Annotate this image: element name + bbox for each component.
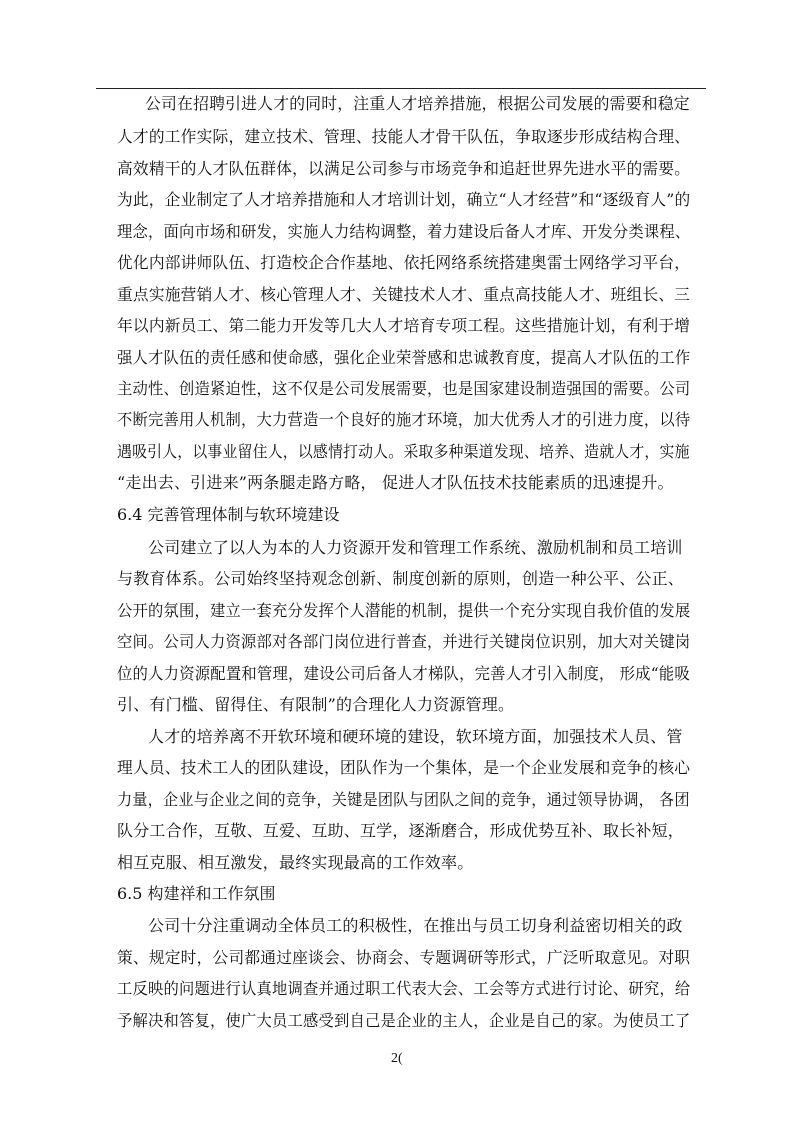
header-rule: [96, 88, 706, 89]
text-line: 相互克服、相互激发，最终实现最高的工作效率。: [117, 853, 474, 872]
text-line: 人才的工作实际，建立技术、管理、技能人才骨干队伍，争取逐步形成结构合理、: [117, 127, 691, 146]
text-line: 公司建立了以人为本的人力资源开发和管理工作系统、激励机制和员工培训: [148, 538, 683, 557]
text-line: 策、规定时，公司都通过座谈会、协商会、专题调研等形式，广泛听取意见。对职: [117, 948, 691, 967]
text-line: 理念，面向市场和研发，实施人力结构调整，着力建设后备人才库、开发分类课程、: [117, 222, 691, 241]
text-line: “走出去、引进来”两条腿走路方略， 促进人才队伍技术技能素质的迅速提升。: [117, 473, 674, 492]
text-line: 强人才队伍的责任感和使命感，强化企业荣誉感和忠诚教育度，提高人才队伍的工作: [117, 348, 691, 367]
text-line: 公开的氛围，建立一套充分发挥个人潜能的机制，提供一个充分实现自我价值的发展: [117, 601, 691, 620]
text-line: 理人员、技术工人的团队建设，团队作为一个集体，是一个企业发展和竞争的核心: [117, 758, 691, 777]
text-line: 空间。公司人力资源部对各部门岗位进行普查，并进行关键岗位识别，加大对关键岗: [117, 632, 691, 651]
text-line: 不断完善用人机制，大力营造一个良好的施才环境，加大优秀人才的引进力度，以待: [117, 410, 691, 429]
text-line: 队分工合作，互敬、互爱、互助、互学，逐渐磨合，形成优势互补、取长补短，: [117, 821, 685, 840]
text-line: 人才的培养离不开软环境和硬环境的建设，软环境方面，加强技术人员、管: [148, 727, 683, 746]
text-line: 优化内部讲师队伍、打造校企合作基地、依托网络系统搭建奥雷士网络学习平台，: [117, 253, 691, 272]
text-line: 遇吸引人，以事业留住人，以感情打动人。采取多种渠道发现、培养、造就人才，实施: [117, 442, 690, 461]
text-line: 工反映的问题进行认真地调查并通过职工代表大会、工会等方式进行讨论、研究，给: [117, 979, 691, 998]
text-line: 与教育体系。公司始终坚持观念创新、制度创新的原则，创造一种公平、公正、: [117, 569, 685, 588]
text-line: 予解决和答复，使广大员工感受到自己是企业的主人，企业是自己的家。为使员工了: [117, 1011, 691, 1030]
text-line: 年以内新员工、第二能力开发等几大人才培育专项工程。这些措施计划，有利于增: [117, 316, 691, 335]
text-line: 重点实施营销人才、核心管理人才、关键技术人才、重点高技能人才、班组长、三: [117, 285, 691, 304]
section-heading: 6.4 完善管理体制与软环境建设: [117, 505, 340, 524]
text-line: 公司在招聘引进人才的同时，注重人才培养措施，根据公司发展的需要和稳定: [145, 94, 690, 113]
text-line: 高效精干的人才队伍群体，以满足公司参与市场竞争和追赶世界先进水平的需要。: [117, 159, 691, 178]
text-line: 引、有门槛、留得住、有限制”的合理化人力资源管理。: [117, 695, 515, 714]
text-line: 位的人力资源配置和管理，建设公司后备人才梯队，完善人才引入制度， 形成“能吸: [117, 664, 690, 683]
section-heading: 6.5 构建祥和工作氛围: [117, 884, 276, 903]
text-line: 为此，企业制定了人才培养措施和人才培训计划，确立“人才经营”和“逐级育人”的: [117, 190, 691, 209]
text-line: 主动性、创造紧迫性，这不仅是公司发展需要，也是国家建设制造强国的需要。公司: [117, 379, 691, 398]
text-line: 公司十分注重调动全体员工的积极性，在推出与员工切身利益密切相关的政: [148, 916, 683, 935]
text-line: 力量，企业与企业之间的竞争，关键是团队与团队之间的竞争，通过领导协调， 各团: [117, 790, 690, 809]
page-number: 2(: [391, 1051, 403, 1066]
